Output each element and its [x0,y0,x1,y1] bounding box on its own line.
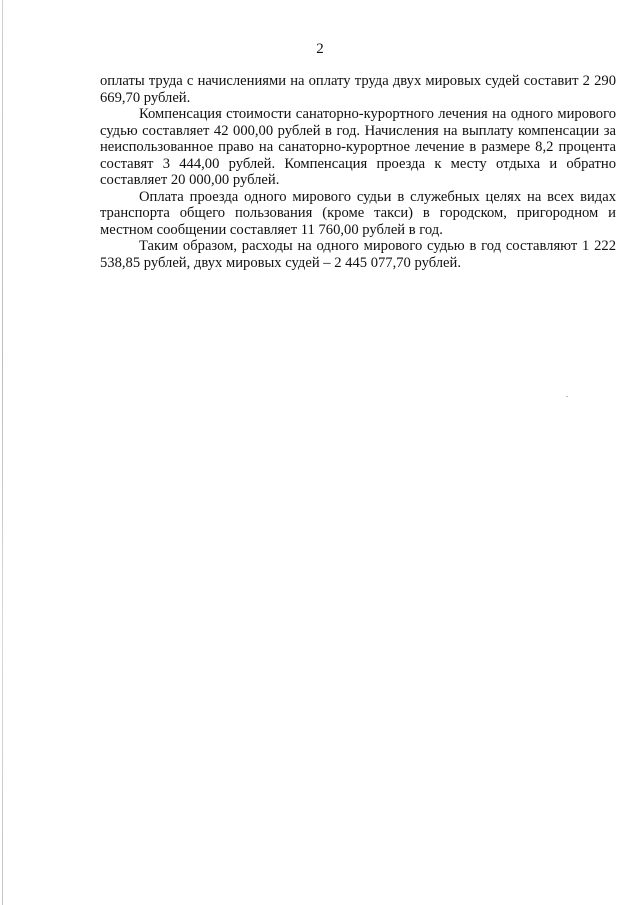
paragraph-sanatorium-compensation: Компенсация стоимости санаторно-курортного лечения на одного мирового судью составляет 42 000,00 рублей в год. Начисления на выплату компенсации за неиспользованное право на санаторно-курортное лечение в размере 8,2 процента составят 3 444,00 рублей. Компенсация проезда к месту отдыха и обратно составляет 20 000,00 рублей. [100,106,616,188]
paragraph-continuation: оплаты труда с начислениями на оплату труда двух мировых судей составит 2 290 669,70 рублей. [100,73,616,106]
paragraph-total-expenses: Таким образом, расходы на одного мирового судью в год составляют 1 222 538,85 рублей, двух мировых судей – 2 445 077,70 рублей. [100,238,616,271]
body-text [100,73,616,271]
scan-edge [2,0,3,905]
page-number: 2 [316,41,324,57]
paragraph-travel-payment: Оплата проезда одного мирового судьи в служебных целях на всех видах транспорта общего пользования (кроме такси) в городском, пригородном и местном сообщении составляет 11 760,00 рублей в год. [100,188,616,238]
scan-speck [566,396,568,397]
